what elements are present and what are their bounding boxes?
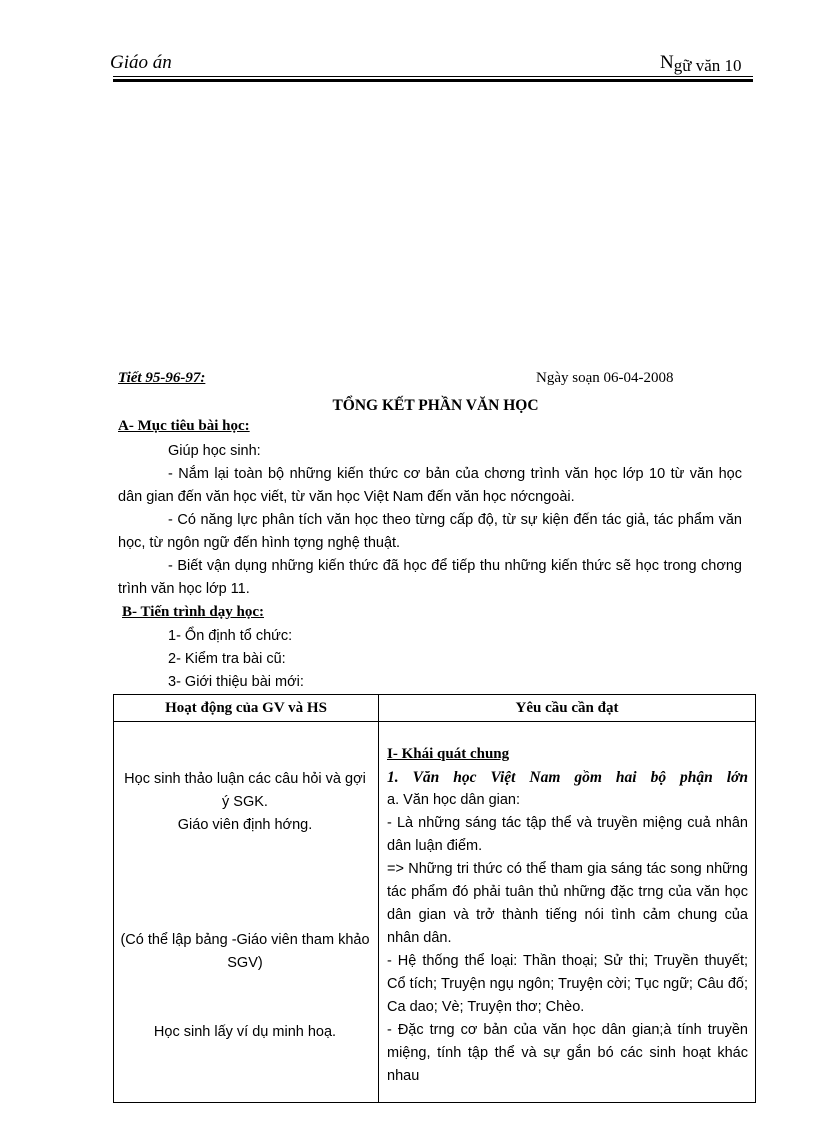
section-b-step-2: 2- Kiểm tra bài cũ:: [168, 651, 286, 667]
activity-line-4: Học sinh lấy ví dụ minh hoạ.: [153, 1024, 337, 1040]
table-row: [114, 722, 756, 1103]
lesson-table: [113, 694, 756, 1103]
section-a-intro: Giúp học sinh:: [168, 443, 261, 459]
section-b-step-1: 1- Ổn định tổ chức:: [168, 628, 293, 644]
section-a-item-2: - Có năng lực phân tích văn học theo từng cấp độ, từ sự kiện đến tác giả, tác phẩm văn học, từ ngôn ngữ đến hình tợng nghệ thuật.: [118, 512, 742, 551]
section-b-heading: B- Tiến trình dạy học:: [122, 604, 264, 620]
requirements-heading: I- Khái quát chung: [387, 746, 510, 762]
requirements-line: - Đặc trng cơ bản của văn học dân gian;à tính truyền miệng, tính tập thể và sự gắn bó các sinh hoạt khác nhau: [387, 1022, 748, 1084]
header-rule-thin: [113, 76, 753, 77]
activity-line-1: Học sinh thảo luận các câu hỏi và gợi ý SGK.: [124, 771, 366, 810]
requirements-subheading: 1. Văn học Việt Nam gồm hai bộ phận lớn: [387, 769, 748, 786]
section-a-item-3: - Biết vận dụng những kiến thức đã học để tiếp thu những kiến thức sẽ học trong chơng trình văn học lớp 11.: [118, 558, 742, 597]
header-right-rest: gữ văn 10: [673, 56, 742, 75]
activity-line-3: (Có thể lập bảng -Giáo viên tham khảo SGV): [120, 932, 370, 971]
requirements-line: => Những tri thức có thể tham gia sáng tác song những tác phẩm đó phải tuân thủ những đặc trng của văn học dân gian và trở thành tiếng nói tình cảm chung của nhân dân.: [387, 861, 748, 946]
table-header-row: [114, 695, 756, 722]
table-header-activities: Hoạt động của GV và HS: [114, 695, 379, 722]
header-right-initial: N: [660, 52, 674, 73]
page-title: TỔNG KẾT PHẦN VĂN HỌC: [332, 397, 539, 414]
section-a-heading: A- Mục tiêu bài học:: [118, 418, 250, 434]
header-rule-thick: [113, 79, 753, 82]
section-a-item-1: - Nắm lại toàn bộ những kiến thức cơ bản của chơng trình văn học lớp 10 từ văn học dân gian đến văn học viết, từ văn học Việt Nam đến văn học nớcngoài.: [118, 466, 742, 505]
activity-line-2: Giáo viên định hớng.: [177, 817, 313, 833]
requirements-cell: [379, 722, 756, 1103]
section-b-step-3: 3- Giới thiệu bài mới:: [168, 674, 304, 690]
lesson-period: Tiết 95-96-97:: [118, 370, 206, 386]
header-right-label: [660, 52, 742, 74]
requirements-line: - Hệ thống thể loại: Thần thoại; Sử thi; Truyền thuyết; Cổ tích; Truyện ngụ ngôn; Truyện cời; Tục ngữ; Câu đố; Ca dao; Vè; Truyện thơ; Chèo.: [387, 953, 748, 1015]
table-header-requirements: Yêu cầu cần đạt: [379, 695, 756, 722]
activities-cell: [114, 722, 379, 1103]
header-left-label: Giáo án: [110, 52, 172, 73]
requirements-line: a. Văn học dân gian:: [387, 792, 521, 808]
lesson-date: Ngày soạn 06-04-2008: [536, 370, 674, 386]
requirements-line: - Là những sáng tác tập thể và truyền miệng cuả nhân dân luận điểm.: [387, 815, 748, 854]
